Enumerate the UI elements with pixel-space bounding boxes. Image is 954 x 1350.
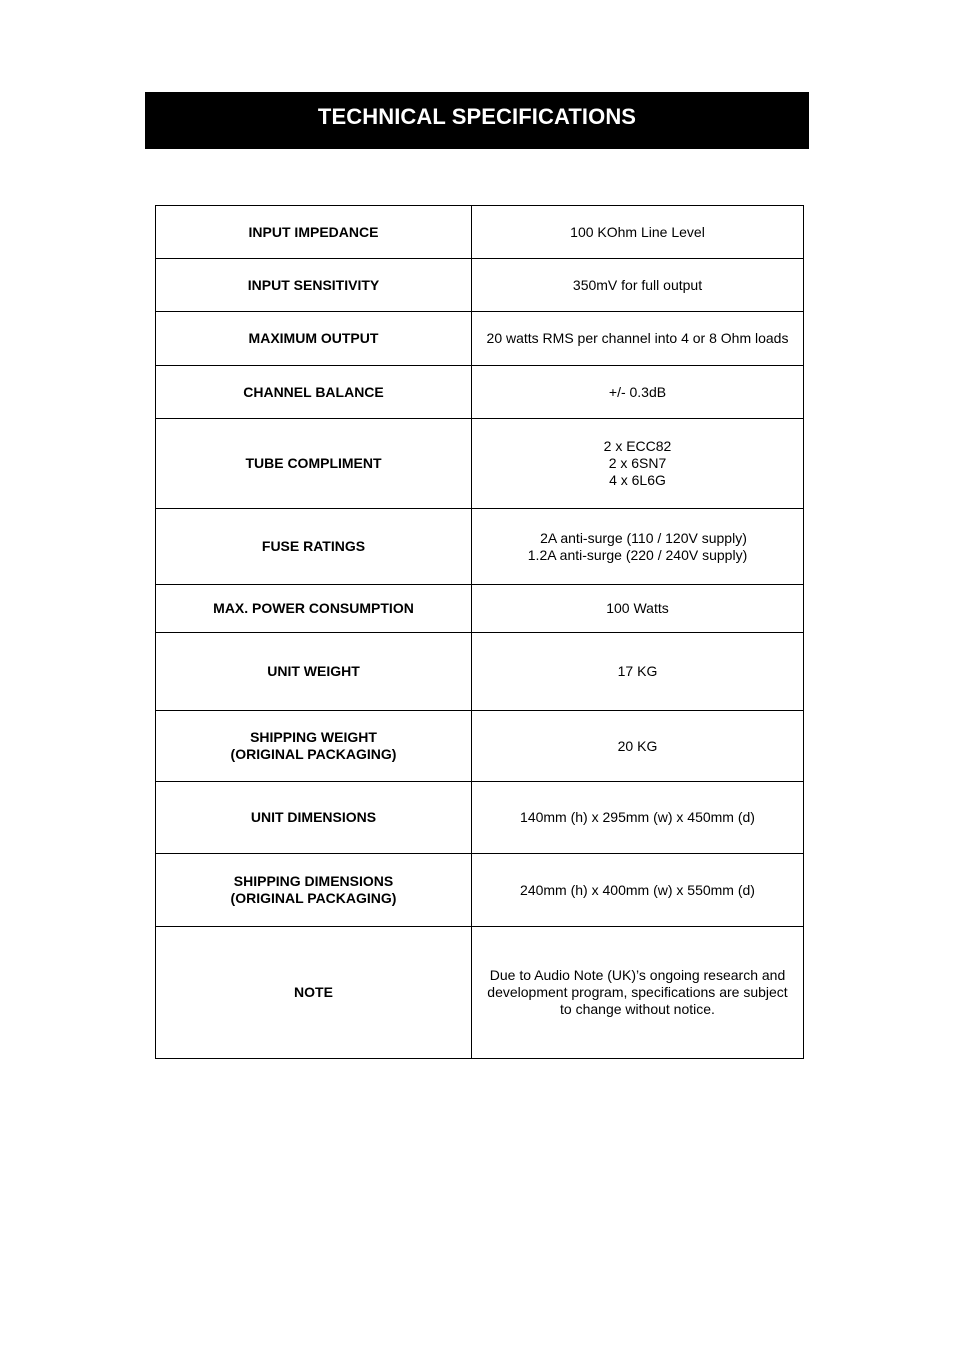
- value-line: +/- 0.3dB: [608, 383, 667, 400]
- label-line: (ORIGINAL PACKAGING): [230, 746, 397, 762]
- spec-label-fuse-ratings: [156, 509, 472, 585]
- value-line: 350mV for full output: [572, 276, 703, 293]
- label-line: INPUT IMPEDANCE: [248, 223, 379, 240]
- spec-value-unit-weight: [472, 633, 804, 711]
- spec-label-shipping-weight: [156, 711, 472, 782]
- label-line: SHIPPING WEIGHT: [250, 729, 377, 745]
- value-line: development program, specifications are subject: [487, 984, 788, 1000]
- spec-label-tube-compliment: [156, 419, 472, 509]
- value-line: 2 x ECC82: [603, 438, 672, 454]
- spec-label-channel-balance: [156, 366, 472, 419]
- spec-value-shipping-dimensions: [472, 854, 804, 927]
- spec-value-fuse-ratings: [472, 509, 804, 585]
- value-line: 1.2A anti-surge (220 / 240V supply): [527, 546, 748, 563]
- value-line: 17 KG: [617, 663, 658, 679]
- table-row: [156, 711, 804, 782]
- label-line: INPUT SENSITIVITY: [247, 276, 380, 293]
- spec-value-input-impedance: [472, 206, 804, 259]
- table-row: [156, 854, 804, 927]
- value-line: 140mm (h) x 295mm (w) x 450mm (d): [520, 809, 755, 825]
- value-line: 100 Watts: [606, 600, 669, 616]
- value-line: Due to Audio Note (UK)’s ongoing research and: [489, 967, 786, 983]
- spec-value-input-sensitivity: [472, 259, 804, 312]
- spec-label-unit-dimensions: [156, 782, 472, 854]
- table-row: [156, 927, 804, 1059]
- spec-label-unit-weight: [156, 633, 472, 711]
- spec-label-shipping-dimensions: [156, 854, 472, 927]
- table-row: [156, 312, 804, 366]
- value-line: 4 x 6L6G: [609, 472, 666, 488]
- label-line: UNIT WEIGHT: [267, 663, 360, 679]
- table-row: [156, 585, 804, 633]
- label-line: NOTE: [294, 984, 333, 1000]
- spec-label-max-power-consumption: [156, 585, 472, 633]
- value-line: 2 x 6SN7: [608, 455, 667, 471]
- page-title: TECHNICAL SPECIFICATIONS: [145, 92, 809, 149]
- table-row: [156, 366, 804, 419]
- value-line: to change without notice.: [560, 1001, 715, 1017]
- spec-value-shipping-weight: [472, 711, 804, 782]
- spec-label-input-sensitivity: [156, 259, 472, 312]
- spec-label-maximum-output: [156, 312, 472, 366]
- label-line: FUSE RATINGS: [261, 538, 366, 554]
- value-line: 20 watts RMS per channel into 4 or 8 Ohm loads: [486, 330, 789, 346]
- spec-value-note: [472, 927, 804, 1059]
- value-line: 2A anti-surge (110 / 120V supply): [540, 529, 747, 546]
- label-line: MAXIMUM OUTPUT: [248, 330, 379, 346]
- label-line: TUBE COMPLIMENT: [245, 455, 382, 471]
- spec-value-channel-balance: [472, 366, 804, 419]
- label-line: MAX. POWER CONSUMPTION: [213, 600, 414, 616]
- spec-value-maximum-output: [472, 312, 804, 366]
- value-line: 240mm (h) x 400mm (w) x 550mm (d): [520, 881, 755, 898]
- table-row: [156, 206, 804, 259]
- value-line: 100 KOhm Line Level: [570, 223, 705, 240]
- spec-label-input-impedance: [156, 206, 472, 259]
- table-row: [156, 419, 804, 509]
- spec-value-unit-dimensions: [472, 782, 804, 854]
- label-line: (ORIGINAL PACKAGING): [230, 890, 397, 906]
- label-line: CHANNEL BALANCE: [243, 383, 384, 400]
- specifications-table: [155, 205, 804, 1059]
- label-line: SHIPPING DIMENSIONS: [233, 873, 394, 889]
- label-line: UNIT DIMENSIONS: [250, 809, 377, 825]
- table-row: [156, 633, 804, 711]
- spec-label-note: [156, 927, 472, 1059]
- table-row: [156, 509, 804, 585]
- spec-value-tube-compliment: [472, 419, 804, 509]
- table-row: [156, 259, 804, 312]
- table-row: [156, 782, 804, 854]
- value-line: 20 KG: [617, 737, 658, 754]
- spec-value-max-power-consumption: [472, 585, 804, 633]
